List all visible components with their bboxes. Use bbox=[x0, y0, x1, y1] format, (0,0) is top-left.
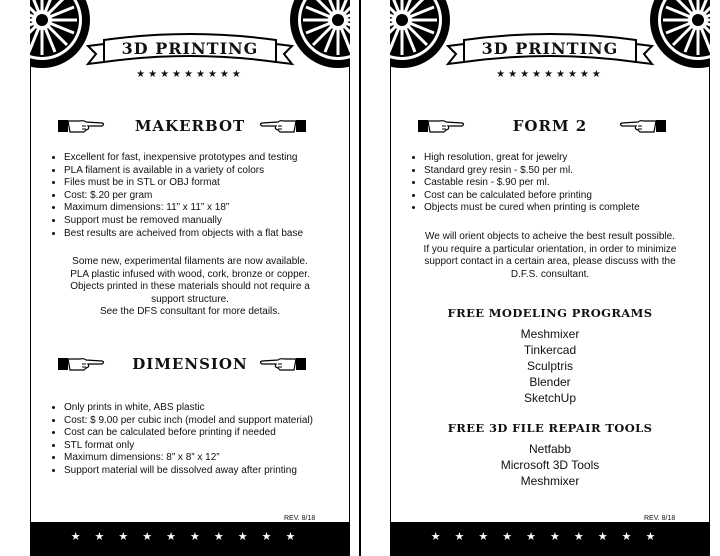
pointing-hand-icon bbox=[58, 354, 106, 374]
list-item: • Standard grey resin - $.50 per ml. bbox=[424, 165, 710, 178]
right-page bbox=[390, 0, 710, 556]
list-item: • Best results are acheived from objects with a flat base bbox=[64, 228, 350, 241]
center-divider bbox=[359, 0, 361, 556]
list-item: • Maximum dimensions: 8” x 8” x 12” bbox=[64, 452, 350, 465]
repair-tools-list bbox=[390, 441, 710, 489]
dimension-bullet-list bbox=[50, 402, 350, 478]
footer-bar bbox=[30, 522, 350, 556]
note-line: D.F.S. consultant. bbox=[510, 268, 590, 280]
list-item: • High resolution, great for jewelry bbox=[424, 152, 710, 165]
list-item: Meshmixer bbox=[520, 327, 580, 341]
revision-label: REV. 8/18 bbox=[284, 515, 316, 522]
footer-stars: ★★★★★★★★★★ bbox=[430, 531, 670, 543]
repair-tools-heading: FREE 3D FILE REPAIR TOOLS bbox=[447, 421, 653, 435]
modeling-programs-heading: FREE MODELING PROGRAMS bbox=[447, 306, 653, 320]
footer-stars: ★★★★★★★★★★ bbox=[70, 531, 310, 543]
pointing-hand-icon bbox=[418, 116, 466, 136]
pointing-hand-icon bbox=[258, 116, 306, 136]
section-header-form2 bbox=[390, 115, 710, 137]
section-header-dimension bbox=[30, 353, 350, 375]
pointing-hand-icon bbox=[58, 116, 106, 136]
list-item: • STL format only bbox=[64, 440, 350, 453]
list-item: Microsoft 3D Tools bbox=[500, 458, 600, 472]
list-item: SketchUp bbox=[523, 391, 577, 405]
makerbot-bullet-list bbox=[50, 152, 350, 240]
list-item: Meshmixer bbox=[520, 474, 580, 488]
note-line: support contact in a certain area, please discuss with the bbox=[424, 256, 676, 268]
pointing-hand-icon bbox=[618, 116, 666, 136]
note-line: Some new, experimental filaments are now available. bbox=[72, 256, 308, 267]
banner-title: 3D PRINTING bbox=[481, 39, 619, 58]
header-banner bbox=[442, 30, 658, 84]
note-line: support structure. bbox=[151, 293, 229, 305]
pointing-hand-icon bbox=[258, 354, 306, 374]
note-line: Objects printed in these materials should not require a bbox=[70, 281, 310, 293]
list-item: • Cost: $ 9.00 per cubic inch (model and support material) bbox=[64, 415, 350, 428]
list-item: Blender bbox=[529, 375, 571, 389]
section-header-makerbot bbox=[30, 115, 350, 137]
list-item: • Maximum dimensions: 11” x 11” x 18” bbox=[64, 202, 350, 215]
list-item: • Cost: $.20 per gram bbox=[64, 190, 350, 203]
list-item: • Only prints in white, ABS plastic bbox=[64, 402, 350, 415]
list-item: • PLA filament is available in a variety of colors bbox=[64, 165, 350, 178]
banner-stars: ★★★★★★★★★ bbox=[136, 69, 244, 80]
section-title: FORM 2 bbox=[512, 117, 588, 135]
banner-title: 3D PRINTING bbox=[121, 39, 259, 58]
header-banner bbox=[82, 30, 298, 84]
banner-stars: ★★★★★★★★★ bbox=[496, 69, 604, 80]
list-item: • Castable resin - $.90 per ml. bbox=[424, 177, 710, 190]
form2-bullet-list bbox=[410, 152, 710, 215]
list-item: • Objects must be cured when printing is complete bbox=[424, 202, 710, 215]
note-line: See the DFS consultant for more details. bbox=[99, 306, 281, 318]
list-item: • Cost can be calculated before printing bbox=[424, 190, 710, 203]
list-item: Tinkercad bbox=[523, 343, 577, 357]
left-page bbox=[30, 0, 350, 556]
list-item: • Cost can be calculated before printing if needed bbox=[64, 427, 350, 440]
modeling-programs-list bbox=[390, 326, 710, 406]
list-item: • Support must be removed manually bbox=[64, 215, 350, 228]
list-item: • Files must be in STL or OBJ format bbox=[64, 177, 350, 190]
form2-note bbox=[404, 231, 696, 281]
list-item: Sculptris bbox=[526, 359, 573, 373]
note-line: We will orient objects to acheive the best result possible. bbox=[425, 231, 675, 242]
makerbot-note bbox=[44, 256, 336, 319]
section-title: MAKERBOT bbox=[134, 117, 246, 135]
list-item: Netfabb bbox=[528, 442, 572, 456]
note-line: If you require a particular orientation, in order to minimize bbox=[423, 243, 677, 255]
list-item: • Support material will be dissolved away after printing bbox=[64, 465, 350, 478]
footer-bar bbox=[390, 522, 710, 556]
list-item: • Excellent for fast, inexpensive prototypes and testing bbox=[64, 152, 350, 165]
section-title: DIMENSION bbox=[132, 355, 248, 373]
note-line: PLA plastic infused with wood, cork, bronze or copper. bbox=[70, 268, 310, 280]
revision-label: REV. 8/18 bbox=[644, 515, 676, 522]
